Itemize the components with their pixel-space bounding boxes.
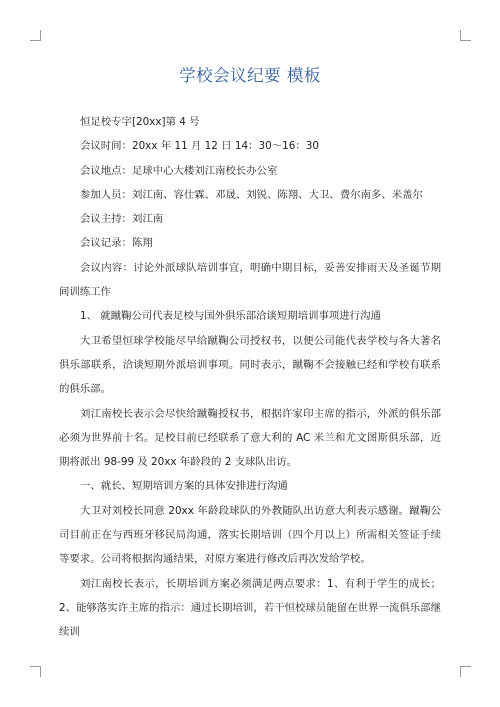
paragraph: 大卫对刘校长同意 20xx 年龄段球队的外教随队出访意大利表示感谢。蹴鞠公司目前正在与西班牙移民局沟通，落实长期培训（四个月以上）所需相关签证手续等要求。公司将根据沟通结果，对原方案进行修改后再次发给学校。 (59, 504, 441, 566)
page-corner-mark-top-left (30, 30, 41, 41)
page-corner-mark-bottom-right (460, 666, 471, 677)
doc-number: 恒足校专字[20xx]第 4 号 (80, 116, 200, 128)
paragraph: 刘江南校长表示，长期培训方案必须满足两点要求：1、有利于学生的成长；2、能够落实许主席的指示：通过长期培训，若干恒校球员能留在世界一流俱乐部继续训 (59, 577, 441, 639)
meeting-content: 会议内容：讨论外派球队培训事宜，明确中期目标，妥善安排雨天及圣诞节期间训练工作 (59, 261, 441, 299)
meeting-attendees: 参加人员：刘江南、容仕霖、邓晟、刘锐、陈翔、大卫、费尔南多、米盖尔 (80, 188, 423, 201)
meeting-time: 会议时间：20xx 年 11 月 12 日 14：30～16：30 (80, 140, 319, 153)
meeting-recorder: 会议记录：陈翔 (80, 237, 153, 250)
meeting-place: 会议地点：足球中心大楼刘江南校长办公室 (80, 164, 278, 177)
section-heading-2: 一、就长、短期培训方案的具体安排进行沟通 (80, 480, 288, 493)
paragraph: 刘江南校长表示会尽快给蹴鞠授权书，根据许家印主席的指示，外派的俱乐部必须为世界前十名。足校目前已经联系了意大利的 AC 米兰和尤文图斯俱乐部，近期将派出 98-99 及 20xx 年龄段的 2 支球队出访。 (59, 407, 441, 469)
document-title: 学校会议纪要 模板 (179, 66, 321, 85)
paragraph: 大卫希望恒球学校能尽早给蹴鞠公司授权书，以便公司能代表学校与各大著名俱乐部联系，洽谈短期外派培训事项。同时表示，蹴鞠不会接触已经和学校有联系的俱乐部。 (59, 334, 441, 396)
document-body (59, 110, 441, 645)
meeting-host: 会议主持：刘江南 (80, 213, 164, 226)
page-corner-mark-bottom-left (30, 666, 41, 677)
section-heading-1: 1、 就蹴鞠公司代表足校与国外俱乐部洽谈短期培训事项进行沟通 (80, 310, 381, 323)
page-corner-mark-top-right (460, 30, 471, 41)
